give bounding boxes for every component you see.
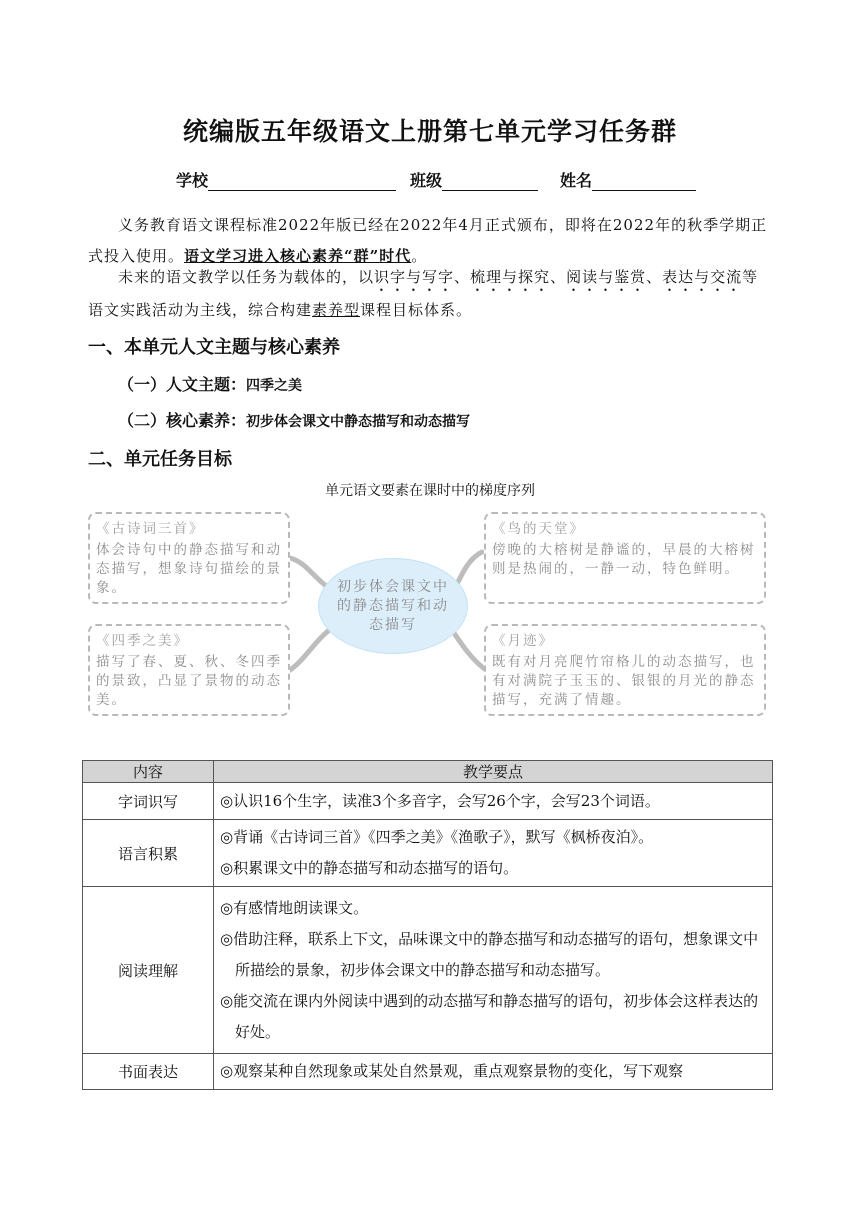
teaching-points-table: [82, 760, 773, 1090]
row-key: 阅读理解: [83, 887, 214, 1054]
core-line: （二）核心素养：初步体会课文中静态描写和动态描写: [118, 411, 471, 430]
mindmap-center-node: 初步体会课文中的静态描写和动态描写: [318, 558, 468, 654]
name-field: [560, 168, 696, 191]
table-row: [83, 783, 773, 820]
mindmap-card-yueji: 《月迹》 既有对月亮爬竹帘格儿的动态描写，也有对满院子玉玉的、银银的月光的静态描写，充满了情趣。: [484, 624, 766, 716]
table-header-cell: 内容: [83, 761, 214, 783]
table-header-cell: 教学要点: [214, 761, 773, 783]
name-blank: [592, 174, 696, 191]
mindmap-caption: 单元语文要素在课时中的梯度序列: [325, 483, 535, 499]
section-1-heading: 一、本单元人文主题与核心素养: [88, 337, 340, 358]
row-key: 语言积累: [83, 820, 214, 887]
class-field: [410, 168, 538, 191]
name-label: 姓名: [560, 171, 593, 190]
mindmap-card-gushici: 《古诗词三首》 体会诗句中的静态描写和动态描写，想象诗句描绘的景象。: [88, 512, 290, 604]
school-field: [176, 168, 396, 191]
class-label: 班级: [410, 171, 443, 190]
table-header-row: [83, 761, 773, 783]
section-2-heading: 二、单元任务目标: [88, 449, 232, 470]
intro-paragraph-1: 义务教育语文课程标准2022年版已经在2022年4月正式颁布，即将在2022年的秋季学期正式投入使用。语文学习进入核心素养“群”时代。: [88, 216, 768, 265]
intro-paragraph-2: 未来的语文教学以任务为载体的，以识字与写字、梳理与探究、阅读与鉴赏、表达与交流等语文实践活动为主线，综合构建素养型课程目标体系。: [88, 268, 759, 319]
row-value: ◎认识16个生字，读准3个多音字，会写26个字，会写23个词语。: [214, 783, 773, 820]
row-value: ◎观察某种自然现象或某处自然景观，重点观察景物的变化，写下观察: [214, 1054, 773, 1090]
mindmap-card-niaodetiantang: 《鸟的天堂》 傍晚的大榕树是静谧的，早晨的大榕树则是热闹的，一静一动，特色鲜明。: [484, 512, 766, 604]
school-blank: [208, 174, 396, 191]
emphasis-text: 语文学习进入核心素养“群”时代: [184, 247, 412, 265]
table-row: [83, 820, 773, 887]
row-key: 书面表达: [83, 1054, 214, 1090]
school-label: 学校: [176, 171, 209, 190]
mindmap-card-sijizhimei: 《四季之美》 描写了春、夏、秋、冬四季的景致，凸显了景物的动态美。: [88, 624, 290, 716]
row-value: ◎有感情地朗读课文。 ◎借助注释，联系上下文，品味课文中的静态描写和动态描写的语句，想象课文中所描绘的景象，初步体会课文中的静态描写和动态描写。 ◎能交流在课内外阅读中遇到的动态描写和静态描写的语句，初步体会这样表达的好处。: [214, 887, 773, 1054]
table-row: [83, 887, 773, 1054]
table-row: [83, 1054, 773, 1090]
row-value: ◎背诵《古诗词三首》《四季之美》《渔歌子》，默写《枫桥夜泊》。 ◎积累课文中的静态描写和动态描写的语句。: [214, 820, 773, 887]
theme-line: （一）人文主题：四季之美: [118, 375, 303, 394]
page-title: 统编版五年级语文上册第七单元学习任务群: [182, 117, 677, 146]
class-blank: [442, 174, 538, 191]
row-key: 字词识写: [83, 783, 214, 820]
